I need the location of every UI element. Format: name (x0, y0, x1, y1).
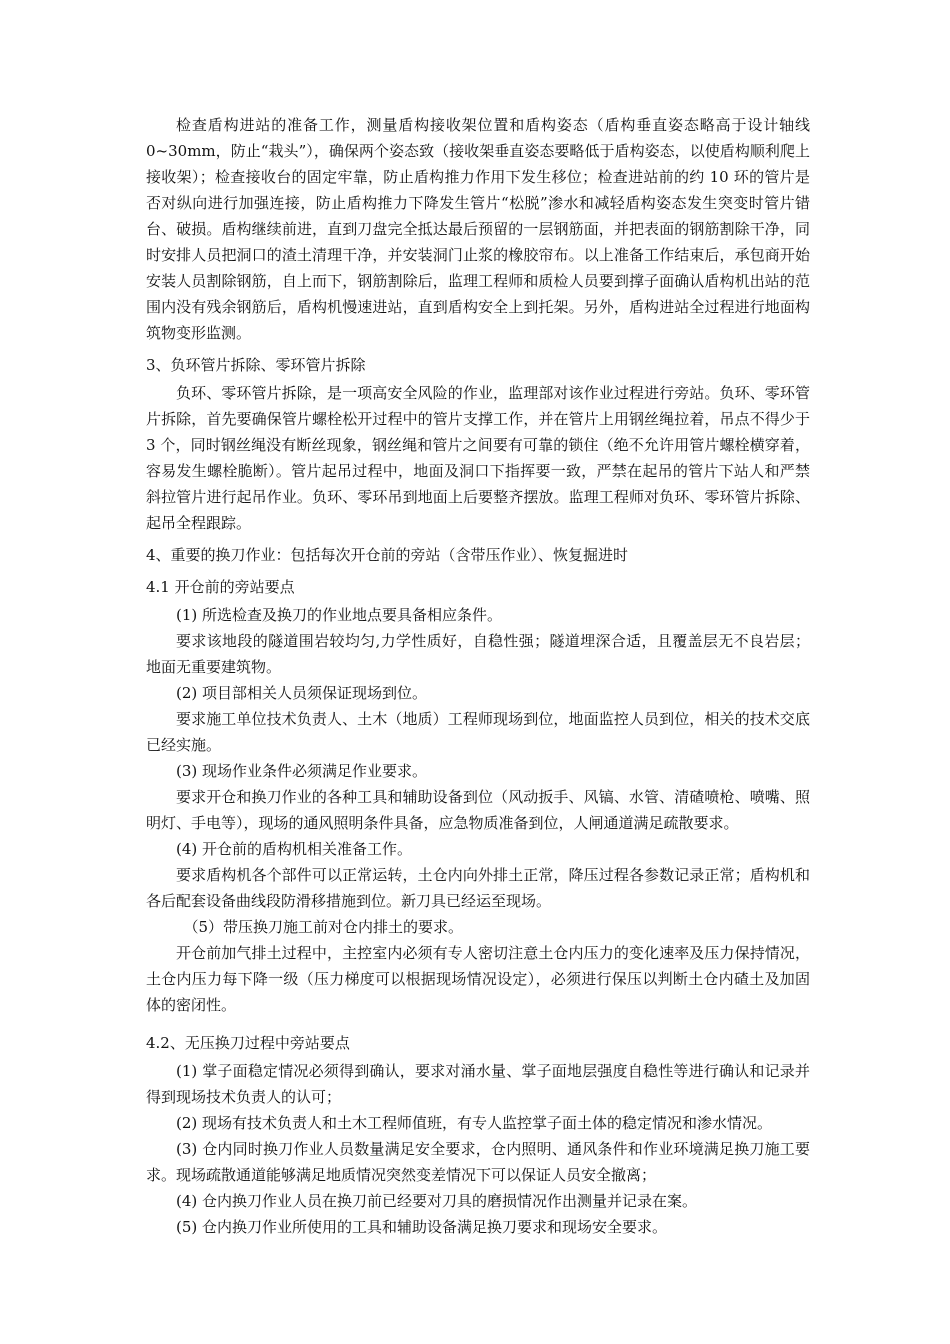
section-3-body: 负环、零环管片拆除，是一项高安全风险的作业，监理部对该作业过程进行旁站。负环、零环管片拆除，首先要确保管片螺栓松开过程中的管片支撑工作，并在管片上用钢丝绳拉着，吊点不得少于 3 个，同时钢丝绳没有断丝现象，钢丝绳和管片之间要有可靠的锁住（绝不允许用管片螺栓横穿着，容易发生螺栓脆断）。管片起吊过程中，地面及洞口下指挥要一致，严禁在起吊的管片下站人和严禁斜拉管片进行起吊作业。负环、零环吊到地面上后要整齐摆放。监理工程师对负环、零环管片拆除、起吊全程跟踪。 (146, 384, 810, 532)
section-4-1-heading: 4.1 开仓前的旁站要点 (146, 578, 295, 596)
section-4-1-item-1: (1) 所选检查及换刀的作业地点要具备相应条件。 (176, 606, 503, 624)
section-4-1-item-5: （5）带压换刀施工前对仓内排土的要求。 (183, 918, 464, 936)
section-4-2-item-5: (5) 仓内换刀作业所使用的工具和辅助设备满足换刀要求和现场安全要求。 (176, 1218, 668, 1236)
section-4-1-item-3-body: 要求开仓和换刀作业的各种工具和辅助设备到位（风动扳手、风镐、水管、清碴喷枪、喷嘴、照明灯、手电等），现场的通风照明条件具备，应急物质准备到位，人闸通道满足疏散要求。 (146, 788, 810, 832)
section-4-1-item-2-body: 要求施工单位技术负责人、土木（地质）工程师现场到位，地面监控人员到位，相关的技术交底已经实施。 (146, 710, 810, 754)
section-4-2-item-4: (4) 仓内换刀作业人员在换刀前已经要对刀具的磨损情况作出测量并记录在案。 (176, 1192, 698, 1210)
section-3-heading: 3、负环管片拆除、零环管片拆除 (146, 356, 366, 374)
document-page (146, 112, 810, 1240)
section-4-heading: 4、重要的换刀作业：包括每次开仓前的旁站（含带压作业）、恢复掘进时 (146, 546, 629, 564)
section-4-2-heading: 4.2、无压换刀过程中旁站要点 (146, 1034, 350, 1052)
section-4-1-item-5-body: 开仓前加气排土过程中，主控室内必须有专人密切注意土仓内压力的变化速率及压力保持情况，土仓内压力每下降一级（压力梯度可以根据现场情况设定），必须进行保压以判断土仓内碴土及加固体的密闭性。 (146, 944, 810, 1014)
paragraph-intro: 检查盾构进站的准备工作，测量盾构接收架位置和盾构姿态（盾构垂直姿态略高于设计轴线 0~30mm，防止“栽头”），确保两个姿态致（接收架垂直姿态要略低于盾构姿态，以使盾构顺利爬上接收架）；检查接收台的固定牢靠，防止盾构推力作用下发生移位；检查进站前的约 10 环的管片是否对纵向进行加强连接，防止盾构推力下降发生管片“松脱”渗水和减轻盾构姿态发生突变时管片错台、破损。盾构继续前进，直到刀盘完全抵达最后预留的一层钢筋面，并把表面的钢筋割除干净，同时安排人员把洞口的渣土清理干净，并安装洞门止浆的橡胶帘布。以上准备工作结束后，承包商开始安装人员割除钢筋，自上而下，钢筋割除后，监理工程师和质检人员要到撑子面确认盾构机出站的范围内没有残余钢筋后，盾构机慢速进站，直到盾构安全上到托架。另外，盾构进站全过程进行地面构筑物变形监测。 (146, 116, 810, 342)
section-gap (146, 1018, 810, 1024)
section-4-1-item-3: (3) 现场作业条件必须满足作业要求。 (176, 762, 428, 780)
section-4-1-item-4-body: 要求盾构机各个部件可以正常运转，土仓内向外排土正常，降压过程各参数记录正常；盾构机和各后配套设备曲线段防滑移措施到位。新刀具已经运至现场。 (146, 866, 810, 910)
section-4-1-item-4: (4) 开仓前的盾构机相关准备工作。 (176, 840, 413, 858)
section-4-1-item-1-body: 要求该地段的隧道围岩较均匀,力学性质好，自稳性强；隧道埋深合适，且覆盖层无不良岩层；地面无重要建筑物。 (146, 632, 810, 676)
section-4-2-item-1: (1) 掌子面稳定情况必须得到确认，要求对涌水量、掌子面地层强度自稳性等进行确认和记录并得到现场技术负责人的认可； (146, 1062, 810, 1106)
section-4-2-item-3: (3) 仓内同时换刀作业人员数量满足安全要求，仓内照明、通风条件和作业环境满足换刀施工要求。现场疏散通道能够满足地质情况突然变差情况下可以保证人员安全撤离； (146, 1140, 810, 1184)
section-4-1-item-2: (2) 项目部相关人员须保证现场到位。 (176, 684, 428, 702)
section-4-2-item-2: (2) 现场有技术负责人和土木工程师值班，有专人监控掌子面土体的稳定情况和渗水情况。 (176, 1114, 773, 1132)
